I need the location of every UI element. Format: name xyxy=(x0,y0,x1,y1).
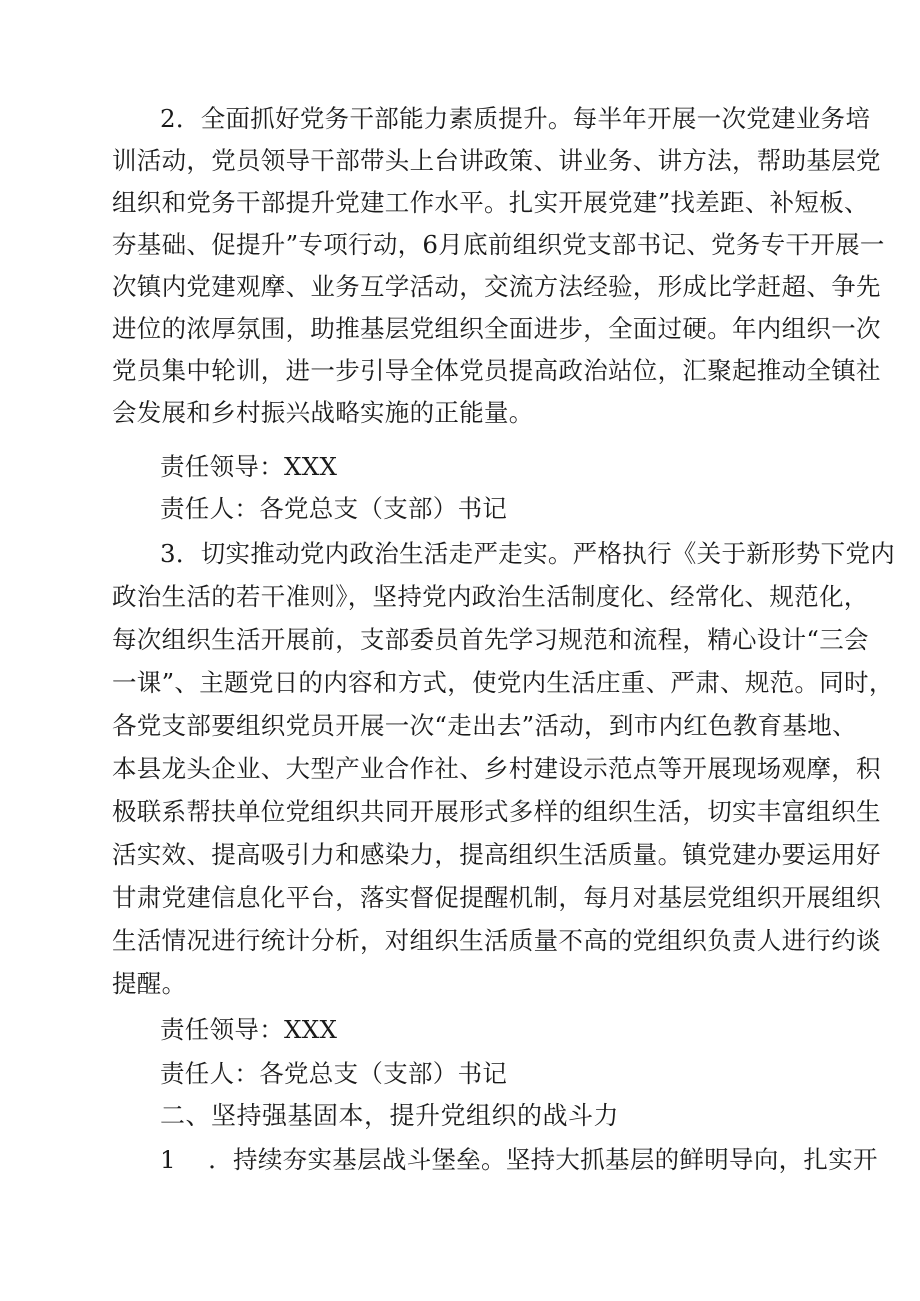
paragraph-3-line-5: 各党支部要组织党员开展一次“走出去”活动，到市内红色教育基地、 xyxy=(112,711,857,740)
paragraph-3-line-11: 提醒。 xyxy=(112,969,187,998)
paragraph-3-line-1: 3．切实推动党内政治生活走严走实。严格执行《关于新形势下党内 xyxy=(160,539,896,568)
paragraph-2-line-7: 党员集中轮训，进一步引导全体党员提高政治站位，汇聚起推动全镇社 xyxy=(112,356,881,385)
responsible-person-2: 责任人：各党总支（支部）书记 xyxy=(160,1059,508,1088)
paragraph-3-line-8: 活实效、提高吸引力和感染力，提高组织生活质量。镇党建办要运用好 xyxy=(112,840,881,869)
section-item-1-line-1: 1 ．持续夯实基层战斗堡垒。坚持大抓基层的鲜明导向，扎实开 xyxy=(160,1145,878,1174)
responsible-leader-1: 责任领导：XXX xyxy=(160,452,338,481)
paragraph-2-line-1: 2．全面抓好党务干部能力素质提升。每半年开展一次党建业务培 xyxy=(160,104,871,133)
section-heading: 二、坚持强基固本，提升党组织的战斗力 xyxy=(160,1101,620,1130)
paragraph-2-line-6: 进位的浓厚氛围，助推基层党组织全面进步，全面过硬。年内组织一次 xyxy=(112,314,881,343)
paragraph-3-line-2: 政治生活的若干准则》，坚持党内政治生活制度化、经常化、规范化， xyxy=(112,582,869,611)
paragraph-2-line-2: 训活动，党员领导干部带头上台讲政策、讲业务、讲方法，帮助基层党 xyxy=(112,146,881,175)
paragraph-3-line-3: 每次组织生活开展前，支部委员首先学习规范和流程，精心设计“三会 xyxy=(112,625,869,654)
responsible-person-1: 责任人：各党总支（支部）书记 xyxy=(160,494,508,523)
paragraph-3-line-6: 本县龙头企业、大型产业合作社、乡村建设示范点等开展现场观摩，积 xyxy=(112,754,881,783)
paragraph-3-line-4: 一课”、主题党日的内容和方式，使党内生活庄重、严肃、规范。同时， xyxy=(112,668,894,697)
paragraph-3-line-9: 甘肃党建信息化平台，落实督促提醒机制，每月对基层党组织开展组织 xyxy=(112,883,881,912)
paragraph-3-line-7: 极联系帮扶单位党组织共同开展形式多样的组织生活，切实丰富组织生 xyxy=(112,797,881,826)
paragraph-2-line-3: 组织和党务干部提升党建工作水平。扎实开展党建”找差距、补短板、 xyxy=(112,188,869,217)
responsible-leader-2: 责任领导：XXX xyxy=(160,1015,338,1044)
paragraph-2-line-5: 次镇内党建观摩、业务互学活动，交流方法经验，形成比学赶超、争先 xyxy=(112,272,881,301)
paragraph-3-line-10: 生活情况进行统计分析，对组织生活质量不高的党组织负责人进行约谈 xyxy=(112,926,881,955)
paragraph-2-line-8: 会发展和乡村振兴战略实施的正能量。 xyxy=(112,398,534,427)
paragraph-2-line-4: 夯基础、促提升”专项行动，6月底前组织党支部书记、党务专干开展一 xyxy=(112,230,885,259)
